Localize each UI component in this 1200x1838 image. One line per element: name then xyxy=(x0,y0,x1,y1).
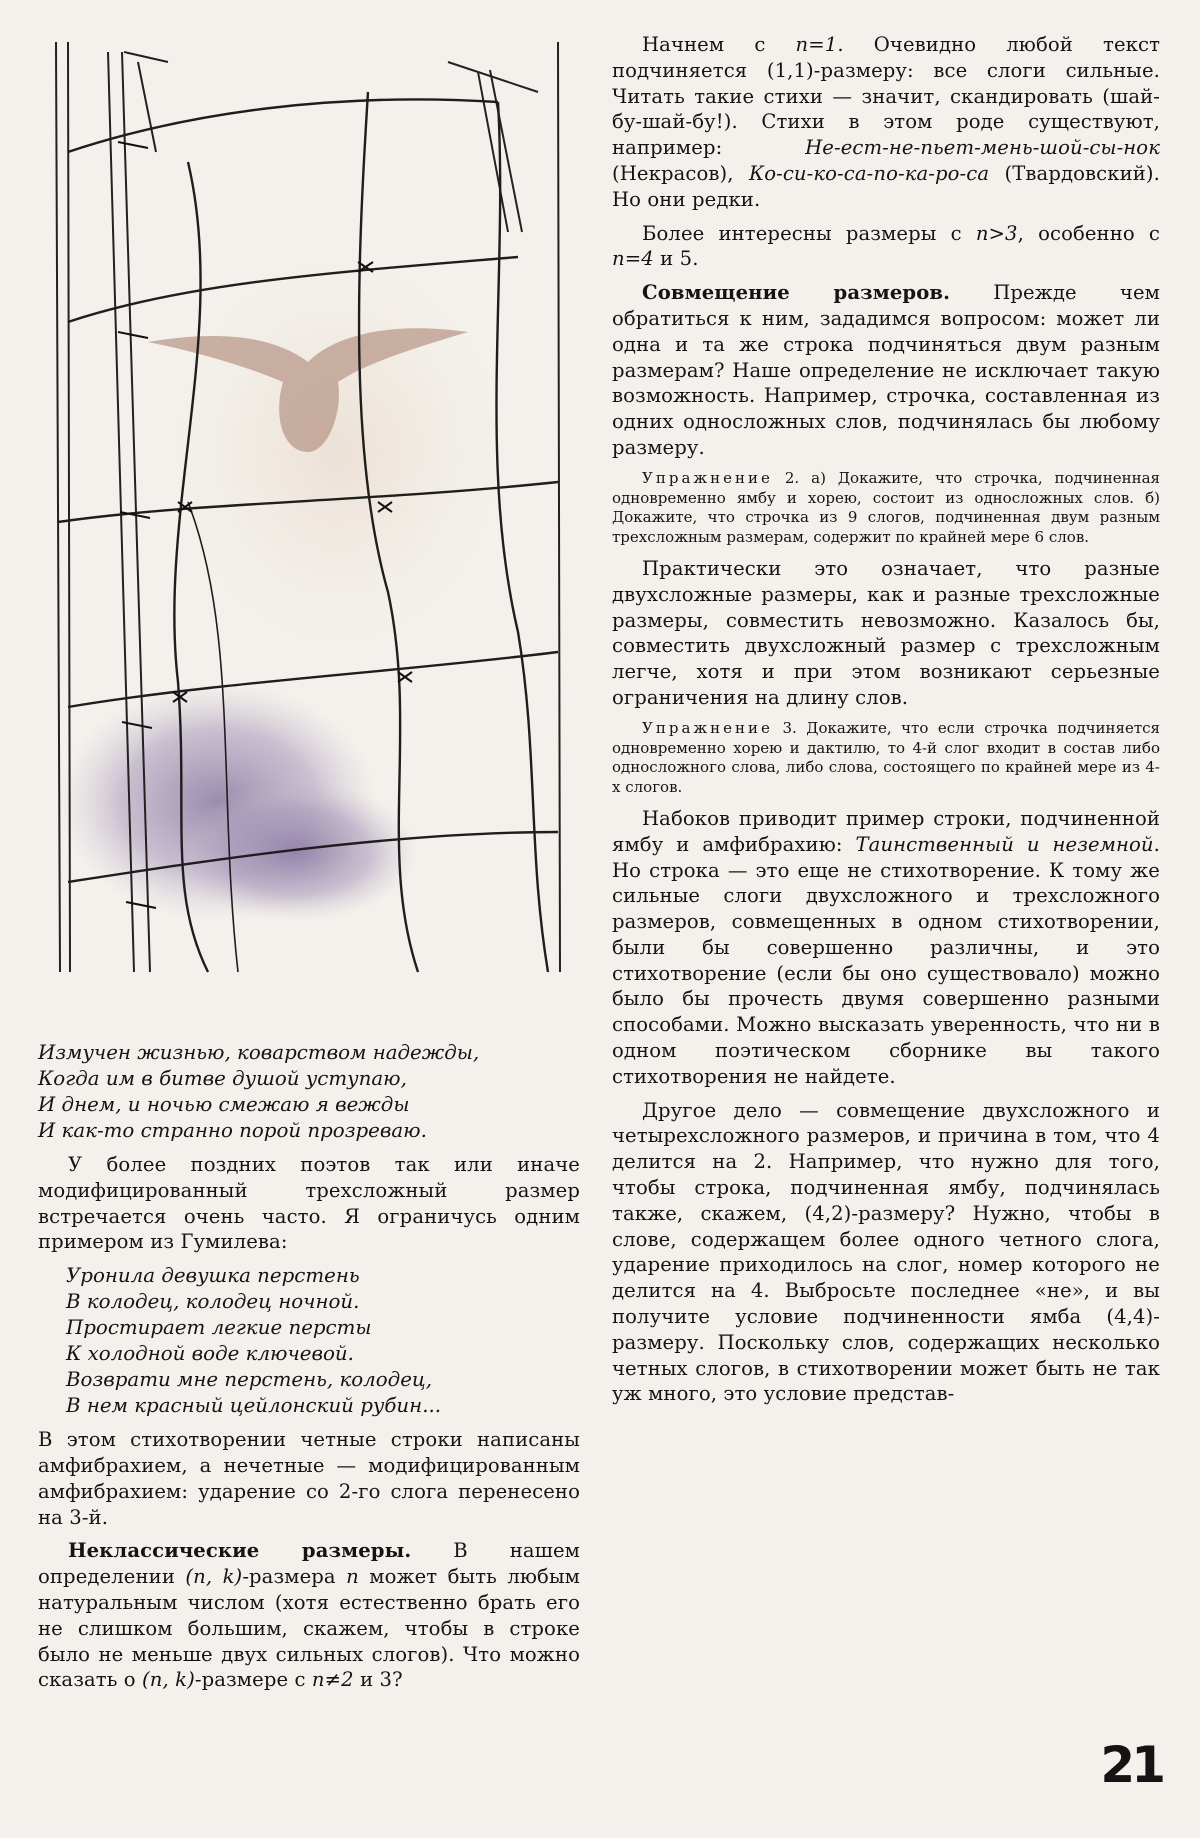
paragraph-amphibrach: В этом стихотворении четные строки написаны амфибрахием, а нечетные — модифицированным амфибрахием: ударение со 2-го слога перенесено на 3-й. xyxy=(38,1428,580,1529)
text-run: -размера xyxy=(242,1565,347,1589)
paragraph-two-and-four: Другое дело — совмещение двухсложного и четырехсложного размеров, и причина в том, что 4 делится на 2. Например, что нужно для того, чтобы строка, подчиненная ямбу, подчинялась также, скажем, (4,2)-размеру? Нужно, чтобы в слове, содержащем более одного четного слога, ударение приходилось на слог, номер которого не делится на 4. Выбросьте последнее «не», и вы получите условие подчиненности ямба (4,4)-размеру. Поскольку слов, содержащих несколько четных слогов, в стихотворении может быть не так уж много, это условие представ- xyxy=(612,1098,1160,1406)
quote-tvardovsky: Ко-си-ко-са-по-ка-ро-са xyxy=(748,161,990,185)
text-run: Прежде чем обратиться к ним, зададимся вопросом: может ли одна и та же строка подчиняться двум разным размерам? Наше определение не исключает такую возможность. Например, строчка, составленная из одних односложных слов, подчинялась бы любому размеру. xyxy=(612,281,1161,459)
paragraph-later-poets: У более поздних поэтов так или иначе модифицированный трехсложный размер встречается очень часто. Я ограничусь одним примером из Гумилева: xyxy=(38,1153,580,1254)
text-run: и 5. xyxy=(653,247,699,271)
text-run: Набоков приводит пример строки, подчиненной ямбу и амфибрахию: xyxy=(612,806,1160,856)
poem-line: И днем, и ночью смежаю я вежды xyxy=(38,1093,410,1116)
math: (n, k) xyxy=(185,1565,243,1589)
poem-line: К холодной воде ключевой. xyxy=(66,1342,354,1366)
exercise-label: Упражнение xyxy=(642,468,773,487)
text-run: (Твардовский). Но они редки. xyxy=(612,161,1160,211)
quote-nekrasov: Не-ест-не-пьет-мень-шой-сы-нок xyxy=(805,136,1160,160)
illustration-net-with-bird xyxy=(38,32,580,982)
poem-line: В колодец, колодец ночной. xyxy=(66,1290,360,1314)
purple-stain-2 xyxy=(178,782,418,922)
poem-line: В нем красный цейлонский рубин... xyxy=(66,1394,442,1418)
math: n=4 xyxy=(612,247,654,271)
poem-line: Возврати мне перстень, колодец, xyxy=(66,1368,433,1392)
text-run: Начнем с xyxy=(642,33,796,56)
math: n≠2 xyxy=(311,1668,354,1692)
paragraph-nonclassical xyxy=(38,1538,580,1693)
poem-fragment-gumilev xyxy=(38,1263,580,1419)
page-number: 21 xyxy=(1100,1736,1162,1794)
quote-nabokov: Таинственный и неземной xyxy=(855,832,1154,856)
paragraph-practically: Практически это означает, что разные двухсложные размеры, как и разные трехсложные размеры, совместить невозможно. Казалось бы, совместить двухсложный размер с трехсложным легче, хотя и при этом возникают серьезные ограничения на длину слов. xyxy=(612,556,1160,709)
sketch-drawing xyxy=(38,32,580,982)
poem-line: Простирает легкие персты xyxy=(66,1316,372,1340)
section-heading: Неклассические размеры. xyxy=(68,1539,412,1563)
text-run: 2. а) Докажите, что строчка, подчиненная одновременно ямбу и хорею, состоит из односложных слов. б) Докажите, что строчка из 9 слогов, подчиненная двум разным трехсложным размерам, содержит по крайней мере 6 слов. xyxy=(612,468,1160,547)
poem-line: Когда им в битве душой уступаю, xyxy=(38,1067,407,1090)
poem-fragment-1 xyxy=(38,1040,580,1144)
warm-wash xyxy=(118,192,558,712)
text-run: . Очевидно любой текст подчиняется (1,1)-размеру: все слоги сильные. Читать такие стихи — значит, скандировать (шай-бу-шай-бу!). Стихи в этом роде существуют, например: xyxy=(612,33,1161,160)
poem-line: Уронила девушка перстень xyxy=(66,1264,360,1288)
text-run: В нашем определении xyxy=(38,1539,581,1589)
math: n xyxy=(346,1565,359,1589)
exercise-label: Упражнение xyxy=(642,718,773,737)
text-run: (Некрасов), xyxy=(612,161,749,185)
left-column xyxy=(38,32,580,1701)
math: n>3 xyxy=(975,221,1018,245)
paragraph-interesting-meters xyxy=(612,221,1160,273)
exercise-2 xyxy=(612,469,1160,548)
text-run: может быть любым натуральным числом (хотя естественно брать его не слишком большим, скажем, чтобы в строке было не меньше двух сильных слогов). Что можно сказать о xyxy=(38,1565,580,1692)
paragraph-n-equals-1 xyxy=(612,32,1160,213)
text-run: Более интересны размеры с xyxy=(642,221,976,245)
section-heading: Совмещение размеров. xyxy=(642,281,951,305)
paragraph-nabokov xyxy=(612,806,1160,1090)
text-run: . Но строка — это еще не стихотворение. К тому же сильные слоги двухсложного и трехсложного размеров, совмещенных в одном стихотворении, были бы совершенно различны, и это стихотворение (если бы оно существовало) можно было бы прочесть двумя совершенно разными способами. Можно высказать уверенность, что ни в одном поэтическом сборнике вы такого стихотворения не найдете. xyxy=(612,832,1160,1088)
text-run: и 3? xyxy=(353,1668,403,1692)
math: (n, k) xyxy=(142,1668,195,1692)
right-column xyxy=(612,32,1160,1415)
text-run: 3. Докажите, что если строчка подчиняется одновременно хорею и дактилю, то 4-й слог входит в состав либо односложного слова, либо слова, состоящего по крайней мере из 4-х слогов. xyxy=(612,718,1160,797)
text-run: -размере с xyxy=(194,1668,312,1692)
paragraph-combining-meters xyxy=(612,280,1160,461)
poem-line: Измучен жизнью, коварством надежды, xyxy=(38,1041,480,1064)
exercise-3 xyxy=(612,719,1160,798)
math: n=1 xyxy=(795,33,838,56)
poem-line: И как-то странно порой прозреваю. xyxy=(38,1119,427,1142)
text-run: , особенно с xyxy=(1017,221,1160,245)
